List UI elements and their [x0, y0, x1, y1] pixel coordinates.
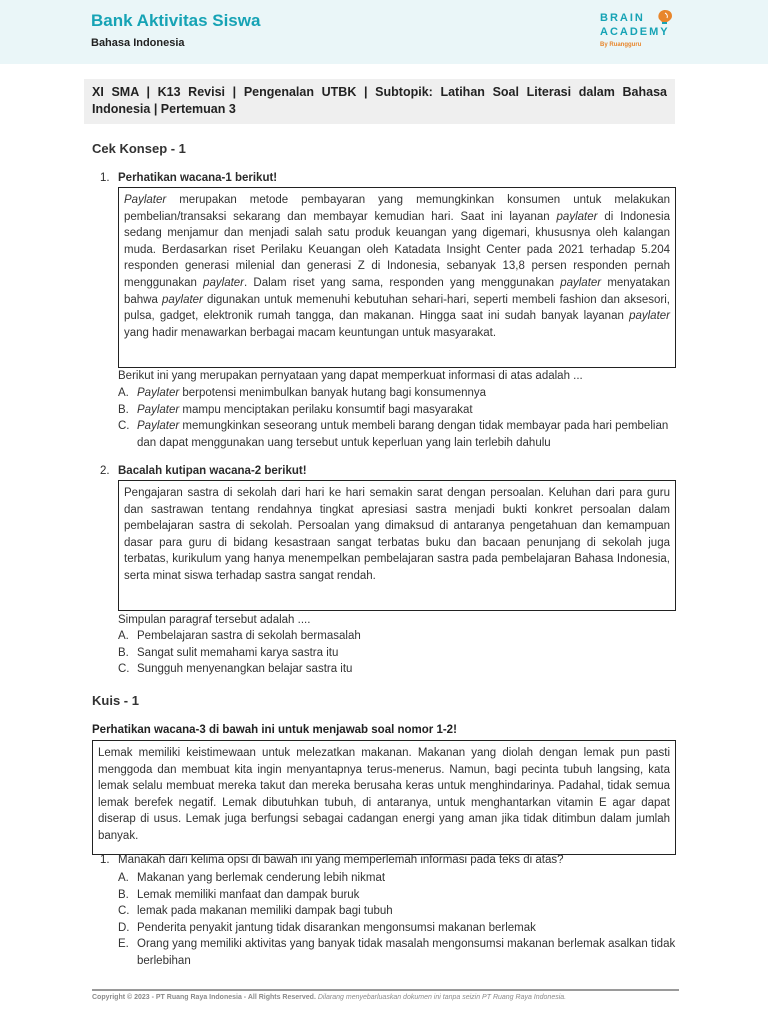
logo-line-3: By Ruangguru	[600, 42, 642, 48]
answer-option	[118, 870, 676, 887]
text-run: berpotensi menimbulkan banyak hutang bagi konsumennya	[179, 387, 487, 399]
text-run: di Indonesia sedang menjamur dan menjadi salah satu produk keuangan yang digemari, khususnya oleh kalangan muda. Berdasarkan riset Perilaku Keuangan oleh Katadata Insight Center pada 2021 terhadap 5.204 responden generasi milenial dan generasi Z di Indonesia, sebanyak 13,8 persen responden pernah menggunakan	[124, 210, 671, 289]
italic-term: Paylater	[137, 387, 180, 399]
answer-option	[118, 936, 676, 969]
option-text: Sungguh menyenangkan belajar sastra itu	[137, 663, 353, 676]
text-run: memungkinkan seseorang untuk membeli barang dengan tidak membayar pada hari pembelian dan dapat menggunakan uang tersebut untuk keperluan yang lain terlebih dahulu	[137, 420, 669, 449]
question-number: 2.	[100, 465, 110, 477]
option-letter: A.	[118, 630, 129, 642]
option-text: Makanan yang berlemak cenderung lebih nikmat	[137, 872, 386, 884]
passage-text: Lemak memiliki keistimewaan untuk melezatkan makanan. Makanan yang diolah dengan lemak pun pasti menggoda dan membuat kita ingin menyantapnya terus-menerus. Namun, bagi pecinta tubuh langsing, kata lemak selalu membuat mereka takut dan mereka berusaha keras untuk menghindarinya. Padahal, tidak semua lemak berefek negatif. Lemak dibutuhkan tubuh, di antaranya, untuk menghantarkan vitamin E agar dapat diserap di usus. Lemak juga berfungsi sebagai cadangan energi yang aman jika tidak ditimbun dalam jumlah banyak.	[98, 747, 670, 842]
italic-term: paylater	[161, 293, 203, 306]
passage-text	[124, 192, 670, 341]
option-text	[137, 404, 473, 416]
question-number: 1.	[100, 854, 110, 866]
italic-term: Paylater	[137, 420, 180, 433]
option-text: Lemak memiliki manfaat dan dampak buruk	[137, 888, 360, 901]
option-letter: C.	[118, 905, 130, 918]
text-run: menyatakan bahwa	[124, 276, 670, 306]
italic-term: paylater	[629, 310, 670, 323]
brain-academy-logo	[600, 9, 680, 53]
option-text: Penderita penyakit jantung tidak disarankan mengonsumsi makanan berlemak	[137, 921, 536, 934]
page-header	[0, 0, 768, 64]
footer-divider	[92, 989, 679, 991]
section-title-kuis: Kuis - 1	[92, 693, 139, 708]
question-number: 1.	[100, 172, 110, 184]
italic-term: paylater	[560, 276, 602, 289]
italic-term: Paylater	[137, 403, 180, 416]
option-text: lemak pada makanan memiliki dampak bagi tubuh	[137, 905, 393, 918]
answer-option	[118, 385, 676, 402]
question-text: Manakah dari kelima opsi di bawah ini yang memperlemah informasi pada teks di atas?	[118, 854, 564, 866]
answer-option	[118, 418, 676, 451]
option-text: Sangat sulit memahami karya sastra itu	[137, 646, 339, 659]
passage-text: Pengajaran sastra di sekolah dari hari ke hari semakin sarat dengan persoalan. Keluhan dari para guru dan sastrawan tentang rendahnya tingkat apresiasi sastra menjadi bukti konkret persoalan dalam pembelajaran sastra di sekolah. Persoalan yang dimaksud di antaranya pengetahuan dan kemampuan dasar para guru di bidang kesastraan sangat terbatas buku dan bacaan penunjang di sekolah juga terbatas, kurikulum yang hanya menempelkan pembelajaran sastra pada pembelajaran Bahasa Indonesia, serta minat siswa terhadap sastra sangat rendah.	[124, 487, 670, 582]
text-run: digunakan untuk memenuhi kebutuhan sehari-hari, seperti membeli fashion dan aksesori, pulsa, gadget, elektronik rumah tangga, dan makanan. Hingga saat ini sudah banyak layanan	[124, 293, 670, 323]
footer	[92, 994, 566, 1001]
option-letter: D.	[118, 921, 130, 934]
text-run: . Dalam riset yang sama, responden yang menggunakan	[244, 276, 561, 289]
topic-bar: XI SMA | K13 Revisi | Pengenalan UTBK | Subtopik: Latihan Soal Literasi dalam Bahasa Indonesia | Pertemuan 3	[84, 79, 675, 124]
page-subtitle: Bahasa Indonesia	[91, 37, 185, 49]
page-title: Bank Aktivitas Siswa	[91, 11, 261, 30]
option-letter: B.	[118, 888, 129, 901]
option-letter: C.	[118, 663, 130, 676]
footer-copyright: Copyright © 2023 - PT Ruang Raya Indonesia - All Rights Reserved.	[92, 994, 316, 1001]
section-title-cek-konsep: Cek Konsep - 1	[92, 141, 186, 156]
option-letter: E.	[118, 938, 129, 951]
option-text	[137, 420, 668, 449]
logo-line-2: ACADEMY	[600, 26, 670, 38]
option-text: Pembelajaran sastra di sekolah bermasalah	[137, 630, 361, 642]
option-text: Orang yang memiliki aktivitas yang banyak tidak masalah mengonsumsi makanan berlemak asalkan tidak berlebihan	[137, 938, 676, 967]
answer-option	[118, 628, 676, 645]
passage-wacana-3	[92, 740, 676, 855]
option-letter: A.	[118, 387, 129, 399]
passage-wacana-2	[118, 480, 676, 611]
question-instruction: Perhatikan wacana-1 berikut!	[118, 172, 278, 184]
italic-term: paylater	[556, 210, 598, 223]
answer-option	[118, 920, 676, 937]
italic-term: Paylater	[124, 194, 167, 206]
brain-bulb-icon	[656, 9, 678, 25]
option-letter: B.	[118, 403, 129, 416]
question-instruction: Bacalah kutipan wacana-2 berikut!	[118, 465, 307, 477]
option-list	[118, 628, 676, 678]
question-prompt: Simpulan paragraf tersebut adalah ....	[118, 614, 311, 626]
logo-line-1: BRAIN	[600, 12, 645, 24]
option-text	[137, 387, 486, 399]
question-prompt: Berikut ini yang merupakan pernyataan yang dapat memperkuat informasi di atas adalah ...	[118, 370, 583, 382]
text-run: merupakan metode pembayaran yang memungkinkan konsumen untuk melakukan pembelian/transaksi sekarang dan membayar kemudian hari. Saat ini layanan	[124, 194, 670, 223]
text-run: yang hadir menawarkan berbagai macam keuntungan untuk masyarakat.	[124, 326, 497, 339]
answer-option	[118, 402, 676, 419]
passage-wacana-1	[118, 187, 676, 368]
option-letter: A.	[118, 872, 129, 884]
text-run: mampu menciptakan perilaku konsumtif bagi masyarakat	[179, 403, 473, 416]
answer-option	[118, 645, 676, 662]
option-letter: B.	[118, 646, 129, 659]
answer-option	[118, 661, 676, 678]
answer-option	[118, 887, 676, 904]
option-list	[118, 385, 676, 451]
answer-option	[118, 903, 676, 920]
quiz-instruction: Perhatikan wacana-3 di bawah ini untuk menjawab soal nomor 1-2!	[92, 724, 457, 736]
option-list	[118, 870, 676, 970]
footer-notice: Dilarang menyebarluaskan dokumen ini tanpa seizin PT Ruang Raya Indonesia.	[317, 994, 567, 1001]
option-letter: C.	[118, 420, 130, 433]
italic-term: paylater	[203, 276, 245, 289]
